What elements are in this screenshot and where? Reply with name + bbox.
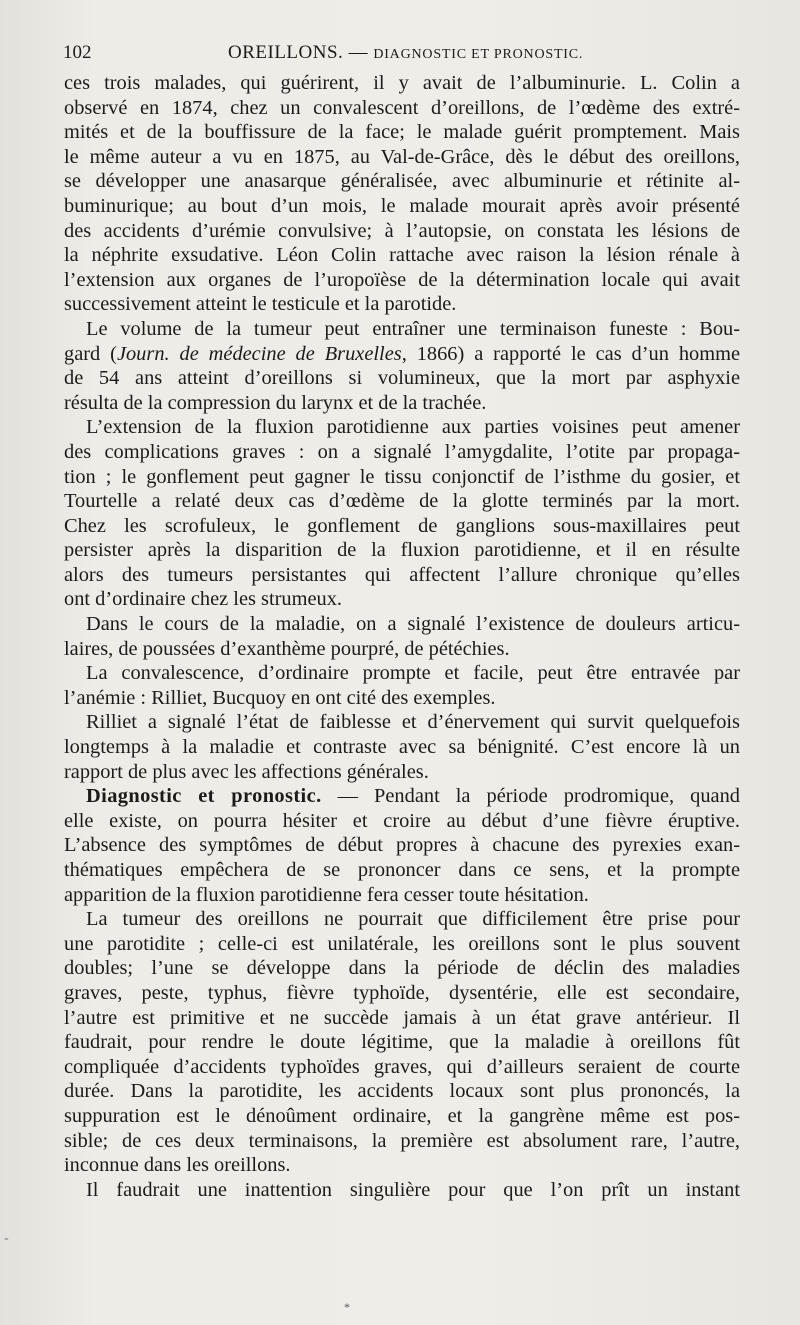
text-line: l’autre est primitive et ne succède jamais à un état grave antérieur. Il	[64, 1006, 740, 1029]
text-line: observé en 1874, chez un convalescent d’oreillons, de l’œdème des extré-	[64, 96, 740, 119]
text-line: ont d’ordinaire chez les strumeux.	[64, 588, 343, 611]
text-line: Il faudrait une inattention singulière pour que l’on prît un instant	[86, 1178, 740, 1201]
text-span: gard (	[64, 342, 117, 365]
text-line: elle existe, on pourra hésiter et croire au début d’une fièvre éruptive.	[64, 809, 740, 832]
section-heading: Diagnostic et pronostic.	[86, 785, 322, 808]
running-title	[228, 40, 583, 68]
text-line: Tourtelle a relaté deux cas d’œdème de la glotte terminés par la mort.	[64, 490, 740, 513]
running-title-main: OREILLONS.	[228, 42, 344, 63]
text-line: laires, de poussées d’exanthème pourpré, de pétéchies.	[64, 637, 510, 660]
text-line: suppuration est le dénoûment ordinaire, et la gangrène même est pos-	[64, 1104, 740, 1127]
text-line: thématiques empêchera de se prononcer dans ce sens, et la prompte	[64, 859, 740, 881]
text-line: mités et de la bouffissure de la face; le malade guérit promptement. Mais	[64, 121, 740, 144]
text-line: inconnue dans les oreillons.	[64, 1154, 291, 1177]
text-line: doubles; l’une se développe dans la période de déclin des maladies	[64, 957, 740, 980]
text-line: résulta de la compression du larynx et de la trachée.	[64, 391, 487, 414]
text-line: Dans le cours de la maladie, on a signalé l’existence de douleurs articu-	[86, 613, 740, 636]
text-line: durée. Dans la parotidite, les accidents locaux sont plus prononcés, la	[64, 1080, 740, 1103]
text-line: successivement atteint le testicule et la parotide.	[64, 293, 457, 316]
page-number: 102	[63, 42, 92, 63]
text-line: persister après la disparition de la fluxion parotidienne, et il en résulte	[64, 539, 740, 562]
signature-mark: *	[344, 1300, 350, 1314]
text-line: alors des tumeurs persistantes qui affectent l’allure chronique qu’elles	[64, 563, 740, 586]
text-line: compliquée d’accidents typhoïdes graves, qui d’ailleurs seraient de courte	[64, 1055, 740, 1078]
text-line	[64, 784, 740, 809]
text-line: Rilliet a signalé l’état de faiblesse et d’énervement qui survit quelquefois	[86, 711, 740, 734]
text-line: ces trois malades, qui guérirent, il y avait de l’albuminurie. L. Colin a	[64, 72, 740, 94]
text-line: le même auteur a vu en 1875, au Val-de-Grâce, dès le début des oreillons,	[64, 145, 740, 168]
text-line: tion ; le gonflement peut gagner le tissu conjonctif de l’isthme du gosier, et	[64, 465, 740, 488]
text-line: longtemps à la maladie et contraste avec sa bénignité. C’est encore là un	[64, 736, 740, 759]
running-title-dash: —	[343, 42, 374, 63]
text-line: une parotidite ; celle-ci est unilatérale, les oreillons sont le plus souvent	[64, 932, 740, 955]
text-line: l’extension aux organes de l’uropoïèse de la détermination locale qui avait	[64, 268, 740, 291]
text-line: La convalescence, d’ordinaire prompte et facile, peut être entravée par	[86, 662, 740, 685]
text-line: des accidents d’urémie convulsive; à l’autopsie, on constata les lésions de	[64, 219, 740, 242]
text-line: des complications graves : on a signalé l’amygdalite, l’otite par propaga-	[64, 440, 740, 463]
text-line: L’absence des symptômes de début propres à chacune des pyrexies exan-	[64, 834, 740, 857]
text-line: L’extension de la fluxion parotidienne aux parties voisines peut amener	[86, 416, 740, 439]
text-line	[64, 342, 740, 367]
text-line: Le volume de la tumeur peut entraîner une terminaison funeste : Bou-	[86, 317, 740, 340]
text-line: la néphrite exsudative. Léon Colin rattache avec raison la lésion rénale à	[64, 244, 740, 267]
text-line: l’anémie : Rilliet, Bucquoy en ont cité des exemples.	[64, 686, 496, 709]
text-line: rapport de plus avec les affections générales.	[64, 760, 429, 783]
text-line: Chez les scrofuleux, le gonflement de ganglions sous-maxillaires peut	[64, 514, 740, 537]
text-line: de 54 ans atteint d’oreillons si volumineux, que la mort par asphyxie	[64, 367, 740, 390]
text-span: , 1866) a rapporté le cas d’un homme	[401, 342, 741, 365]
running-title-section: DIAGNOSTIC ET PRONOSTIC.	[373, 47, 584, 62]
text-line: sible; de ces deux terminaisons, la première est absolument rare, l’autre,	[64, 1129, 740, 1152]
page-body	[64, 71, 740, 1202]
text-line: graves, peste, typhus, fièvre typhoïde, dysentérie, elle est secondaire,	[64, 981, 740, 1004]
running-header	[63, 40, 740, 66]
text-line: faudrait, pour rendre le doute légitime, que la maladie à oreillons fût	[64, 1031, 740, 1054]
journal-citation: Journ. de médecine de Bruxelles	[116, 342, 402, 365]
text-span: — Pendant la période prodromique, quand	[321, 785, 740, 808]
margin-dash: -	[4, 1231, 9, 1246]
text-line: apparition de la fluxion parotidienne fera cesser toute hésitation.	[64, 883, 589, 906]
text-line: se développer une anasarque généralisée, avec albuminurie et rétinite al-	[64, 170, 740, 193]
text-line: buminurique; au bout d’un mois, le malade mourait après avoir présenté	[64, 194, 740, 217]
text-line: La tumeur des oreillons ne pourrait que difficilement être prise pour	[86, 908, 740, 931]
